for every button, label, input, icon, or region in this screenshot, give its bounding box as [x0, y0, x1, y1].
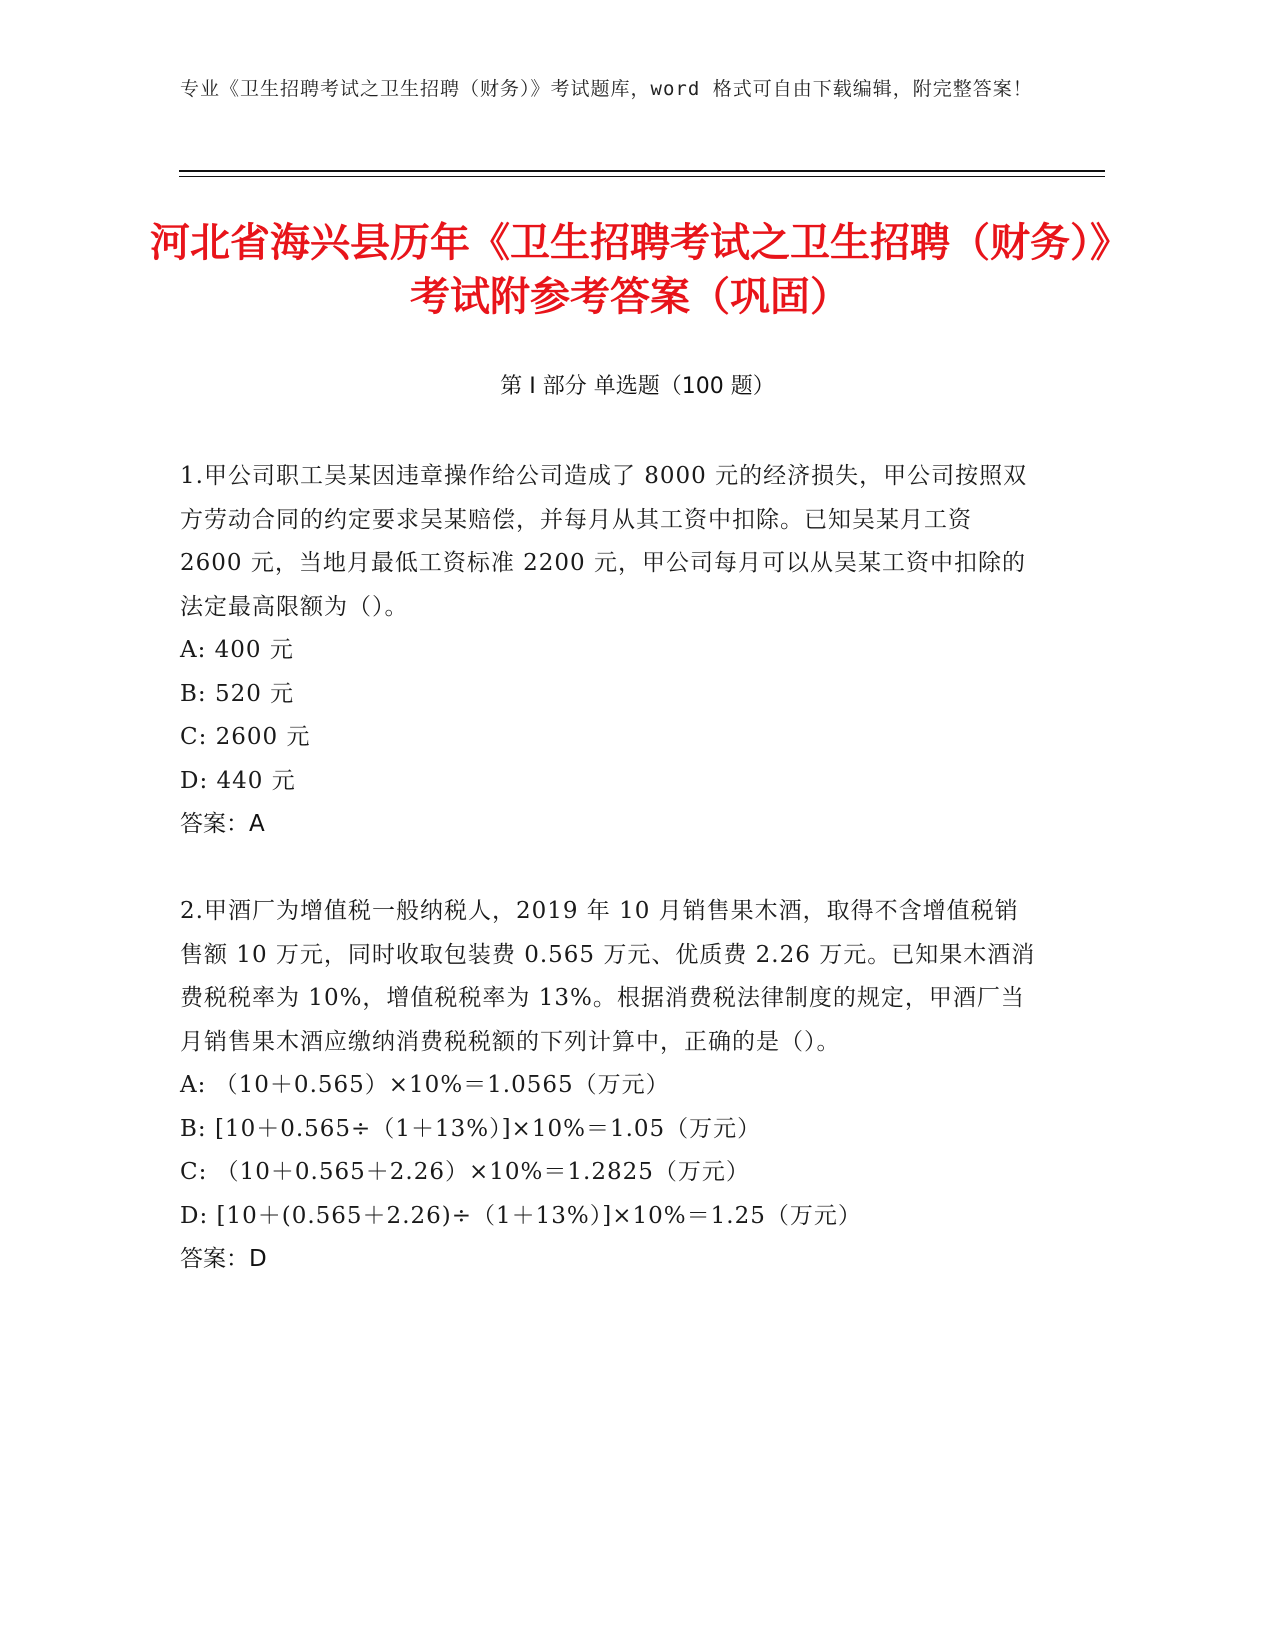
question-2 — [180, 890, 1040, 1282]
document-title: 河北省海兴县历年《卫生招聘考试之卫生招聘（财务）》考试附参考答案（巩固） — [150, 220, 1110, 320]
answer-line: 答案：A — [180, 811, 265, 837]
option-b: B: [10＋0.565÷（1＋13%）]×10%＝1.05（万元） — [180, 1115, 762, 1142]
option-a: A: （10＋0.565）×10%＝1.0565（万元） — [180, 1072, 670, 1098]
option-a: A: 400 元 — [180, 637, 294, 663]
option-d: D: 440 元 — [180, 767, 296, 794]
header-divider-thin — [179, 176, 1105, 177]
header-divider-thick — [179, 170, 1105, 172]
option-d: D: [10＋(0.565＋2.26)÷（1＋13%）]×10%＝1.25（万元） — [180, 1202, 862, 1229]
question-stem: 1.甲公司职工吴某因违章操作给公司造成了 8000 元的经济损失，甲公司按照双方劳动合同的约定要求吴某赔偿，并每月从其工资中扣除。已知吴某月工资 2600 元，当地月最低工资标准 2200 元，甲公司每月可以从吴某工资中扣除的法定最高限额为（）。 — [180, 463, 1028, 620]
answer-line: 答案：D — [180, 1246, 267, 1272]
header-note: 专业《卫生招聘考试之卫生招聘（财务）》考试题库，word 格式可自由下载编辑，附完整答案！ — [180, 78, 1033, 100]
option-b: B: 520 元 — [180, 680, 295, 707]
option-c: C: 2600 元 — [180, 724, 311, 750]
section-heading: 第 I 部分 单选题（100 题） — [500, 374, 775, 399]
question-stem: 2.甲酒厂为增值税一般纳税人，2019 年 10 月销售果木酒，取得不含增值税销售额 10 万元，同时收取包装费 0.565 万元、优质费 2.26 万元。已知果木酒消费税税率为 10%，增值税税率为 13%。根据消费税法律制度的规定，甲酒厂当月销售果木酒应缴纳消费税税额的下列计算中，正确的是（）。 — [180, 898, 1036, 1055]
option-c: C: （10＋0.565＋2.26）×10%＝1.2825（万元） — [180, 1159, 750, 1185]
question-1 — [180, 455, 1040, 847]
